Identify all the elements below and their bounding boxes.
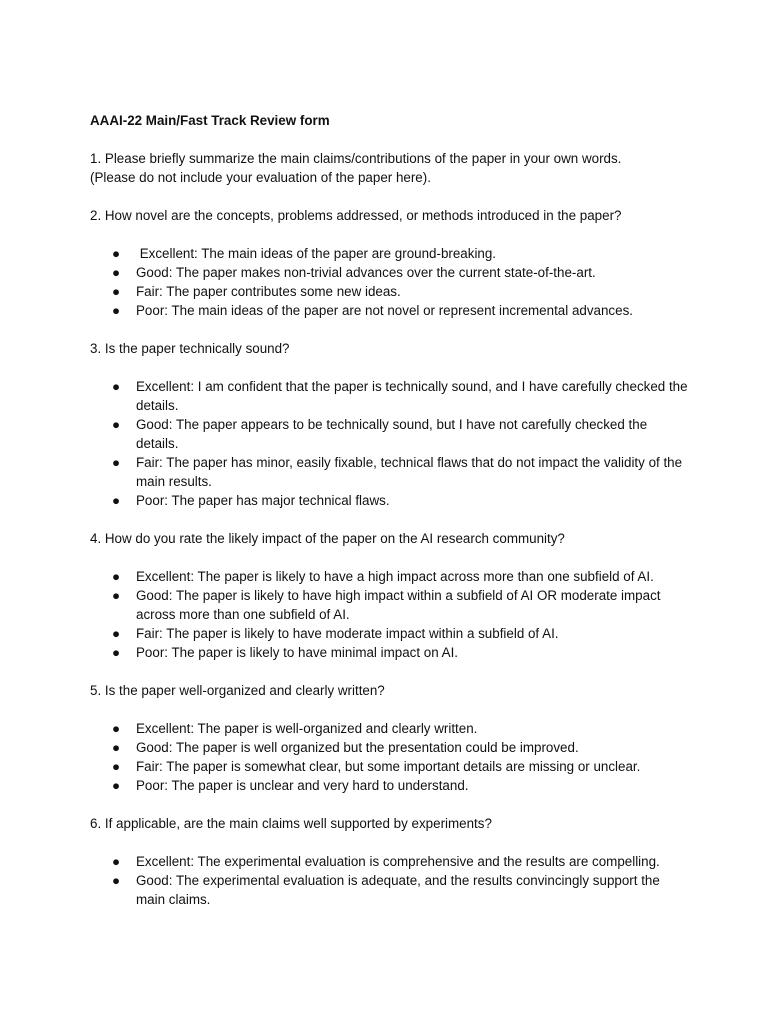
bullet-icon: ●	[112, 759, 121, 774]
option-text: Fair: The paper is likely to have moderate impact within a subfield of AI.	[136, 626, 559, 641]
question-1-line-2: (Please do not include your evaluation of the paper here).	[90, 170, 431, 185]
bullet-icon: ●	[112, 740, 121, 755]
question-5-options	[90, 719, 690, 795]
bullet-icon: ●	[112, 778, 121, 793]
question-1-line-1: 1. Please briefly summarize the main claims/contributions of the paper in your own words.	[90, 151, 622, 166]
option-text: Good: The experimental evaluation is adequate, and the results convincingly support the main claims.	[136, 873, 660, 907]
bullet-icon: ●	[112, 569, 121, 584]
list-item	[90, 852, 690, 871]
question-3-options	[90, 377, 690, 510]
list-item	[90, 263, 690, 282]
list-item	[90, 643, 690, 662]
bullet-icon: ●	[112, 873, 121, 888]
list-item	[90, 757, 690, 776]
option-text: Good: The paper makes non-trivial advances over the current state-of-the-art.	[136, 265, 596, 280]
form-title: AAAI-22 Main/Fast Track Review form	[90, 113, 330, 128]
option-text: Excellent: The paper is well-organized and clearly written.	[136, 721, 478, 736]
question-6-options	[90, 852, 690, 909]
question-1	[90, 149, 690, 187]
question-2-text: 2. How novel are the concepts, problems addressed, or methods introduced in the paper?	[90, 208, 622, 223]
question-4-text: 4. How do you rate the likely impact of the paper on the AI research community?	[90, 531, 565, 546]
bullet-icon: ●	[112, 265, 121, 280]
list-item	[90, 871, 690, 909]
option-text: Good: The paper is likely to have high impact within a subfield of AI OR moderate impact across more than one subfield of AI.	[136, 588, 661, 622]
question-6	[90, 814, 690, 833]
option-text: Good: The paper is well organized but the presentation could be improved.	[136, 740, 579, 755]
list-item	[90, 377, 690, 415]
bullet-icon: ●	[112, 284, 121, 299]
list-item	[90, 282, 690, 301]
list-item	[90, 453, 690, 491]
question-6-text: 6. If applicable, are the main claims well supported by experiments?	[90, 816, 492, 831]
bullet-icon: ●	[112, 417, 121, 432]
bullet-icon: ●	[112, 493, 121, 508]
option-text: Poor: The main ideas of the paper are not novel or represent incremental advances.	[136, 303, 633, 318]
list-item	[90, 491, 690, 510]
question-3-text: 3. Is the paper technically sound?	[90, 341, 290, 356]
question-4	[90, 529, 690, 548]
bullet-icon: ●	[112, 379, 121, 394]
option-text: Good: The paper appears to be technically sound, but I have not carefully checked the details.	[136, 417, 648, 451]
question-3	[90, 339, 690, 358]
question-2-options	[90, 244, 690, 320]
bullet-icon: ●	[112, 246, 121, 261]
list-item	[90, 586, 690, 624]
bullet-icon: ●	[112, 645, 121, 660]
question-4-options	[90, 567, 690, 662]
bullet-icon: ●	[112, 721, 121, 736]
option-text: Excellent: The main ideas of the paper are ground-breaking.	[136, 246, 497, 261]
question-5	[90, 681, 690, 700]
option-text: Excellent: I am confident that the paper is technically sound, and I have carefully checked the details.	[136, 379, 688, 413]
list-item	[90, 301, 690, 320]
list-item	[90, 415, 690, 453]
option-text: Fair: The paper is somewhat clear, but some important details are missing or unclear.	[136, 759, 641, 774]
list-item	[90, 567, 690, 586]
list-item	[90, 738, 690, 757]
question-2	[90, 206, 690, 225]
list-item	[90, 719, 690, 738]
bullet-icon: ●	[112, 303, 121, 318]
option-text: Poor: The paper is likely to have minimal impact on AI.	[136, 645, 459, 660]
list-item	[90, 776, 690, 795]
option-text: Poor: The paper has major technical flaws.	[136, 493, 390, 508]
bullet-icon: ●	[112, 626, 121, 641]
list-item	[90, 624, 690, 643]
option-text: Excellent: The experimental evaluation is comprehensive and the results are compelling.	[136, 854, 660, 869]
bullet-icon: ●	[112, 854, 121, 869]
option-text: Fair: The paper has minor, easily fixable, technical flaws that do not impact the validity of the main results.	[136, 455, 683, 489]
bullet-icon: ●	[112, 455, 121, 470]
list-item	[90, 244, 690, 263]
question-5-text: 5. Is the paper well-organized and clearly written?	[90, 683, 385, 698]
review-form	[90, 111, 690, 928]
option-text: Excellent: The paper is likely to have a high impact across more than one subfield of AI.	[136, 569, 654, 584]
bullet-icon: ●	[112, 588, 121, 603]
option-text: Fair: The paper contributes some new ideas.	[136, 284, 401, 299]
option-text: Poor: The paper is unclear and very hard to understand.	[136, 778, 469, 793]
